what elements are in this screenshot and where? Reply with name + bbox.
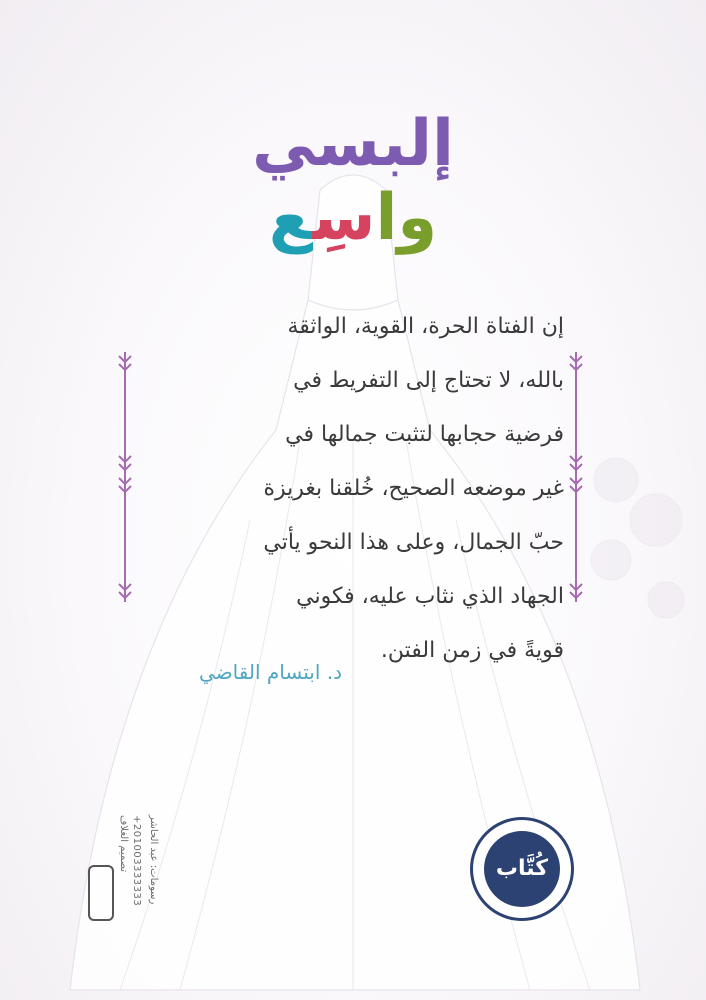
title-line-1: إلبسي bbox=[252, 107, 454, 181]
blurb-line: غير موضعه الصحيح، خُلقنا بغريزة bbox=[263, 476, 564, 501]
blurb-line: فرضية حجابها لتثبت جمالها في bbox=[285, 422, 564, 447]
book-title bbox=[0, 107, 706, 255]
title-line-2 bbox=[0, 181, 706, 255]
right-ornament-line bbox=[568, 352, 584, 602]
publisher-logo-text: كُتَّاب bbox=[484, 831, 560, 907]
title-line-2-part-2: سِ bbox=[312, 181, 376, 255]
left-ornament-line bbox=[117, 352, 133, 602]
designer-phone: +201003333333 bbox=[131, 815, 142, 907]
author-name: د. ابتسام القاضي bbox=[199, 660, 342, 684]
blurb-line: قويةً في زمن الفتن. bbox=[380, 638, 564, 663]
publisher-logo bbox=[470, 817, 574, 921]
illustration-credit: رسومات: عبد الحاشر bbox=[148, 815, 159, 905]
title-line-2-part-1: وا bbox=[375, 181, 438, 255]
title-line-2-part-3: ع bbox=[268, 181, 313, 255]
blurb-line: حبّ الجمال، وعلى هذا النحو يأتي bbox=[263, 530, 564, 555]
blurb-line: الجهاد الذي نثاب عليه، فكوني bbox=[296, 584, 564, 609]
blurb-line: بالله، لا تحتاج إلى التفريط في bbox=[293, 368, 564, 393]
blurb-text bbox=[142, 300, 564, 678]
cover-design-credit: تصميم الغلاف bbox=[118, 815, 129, 873]
designer-logo bbox=[88, 865, 114, 921]
blurb-line: إن الفتاة الحرة، القوية، الواثقة bbox=[287, 314, 564, 339]
